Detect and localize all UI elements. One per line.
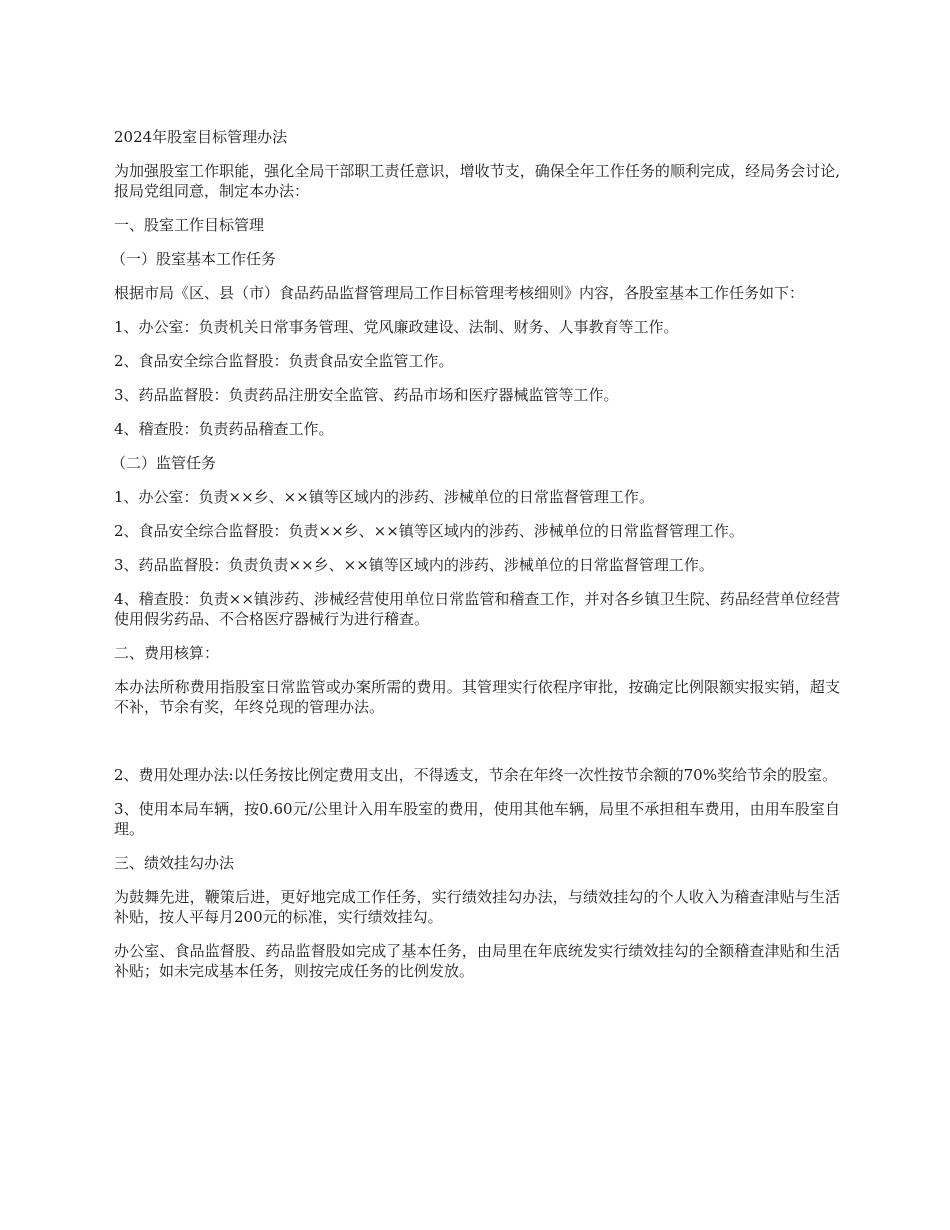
document-title: 2024年股室目标管理办法 — [114, 128, 288, 146]
paragraph-cost-definition: 本办法所称费用指股室日常监管或办案所需的费用。其管理实行依程序审批，按确定比例限额实报实销，超支不补，节余有奖，年终兑现的管理办法。 — [114, 678, 840, 716]
section-heading-1: 一、股室工作目标管理 — [114, 216, 265, 234]
subsection-heading-2: （二）监管任务 — [111, 454, 217, 472]
paragraph-performance-detail: 办公室、食品监督股、药品监督股如完成了基本任务，由局里在年底统发实行绩效挂勾的全额稽查津贴和生活补贴；如未完成基本任务，则按完成任务的比例发放。 — [114, 942, 840, 980]
list-item: 3、药品监督股：负责药品注册安全监管、药品市场和医疗器械监管等工作。 — [114, 386, 619, 404]
list-item: 1、办公室：负责××乡、××镇等区域内的涉药、涉械单位的日常监督管理工作。 — [114, 488, 654, 506]
list-item: 2、食品安全综合监督股：负责××乡、××镇等区域内的涉药、涉械单位的日常监督管理工作。 — [114, 522, 744, 540]
list-item: 3、药品监督股：负责负责××乡、××镇等区域内的涉药、涉械单位的日常监督管理工作。 — [114, 556, 714, 574]
list-item: 4、稽查股：负责××镇涉药、涉械经营使用单位日常监管和稽查工作，并对各乡镇卫生院、药品经营单位经营使用假劣药品、不合格医疗器械行为进行稽查。 — [114, 590, 840, 628]
list-item: 2、费用处理办法:以任务按比例定费用支出，不得透支，节余在年终一次性按节余额的70%奖给节余的股室。 — [114, 766, 837, 784]
paragraph-basis: 根据市局《区、县（市）食品药品监督管理局工作目标管理考核细则》内容，各股室基本工作任务如下： — [114, 284, 805, 302]
blank-gap — [114, 731, 840, 765]
list-item: 2、食品安全综合监督股：负责食品安全监管工作。 — [114, 352, 454, 370]
paragraph-intro: 为加强股室工作职能，强化全局干部职工责任意识，增收节支，确保全年工作任务的顺利完成，经局务会讨论,报局党组同意，制定本办法： — [114, 162, 840, 200]
document-page — [111, 127, 840, 995]
section-heading-2: 二、费用核算： — [114, 644, 220, 662]
subsection-heading-1: （一）股室基本工作任务 — [111, 250, 277, 268]
list-item: 4、稽查股：负责药品稽查工作。 — [114, 420, 334, 438]
paragraph-performance: 为鼓舞先进，鞭策后进，更好地完成工作任务，实行绩效挂勾办法，与绩效挂勾的个人收入为稽查津贴与生活补贴，按人平每月200元的标准，实行绩效挂勾。 — [114, 888, 840, 926]
list-item: 1、办公室：负责机关日常事务管理、党风廉政建设、法制、财务、人事教育等工作。 — [114, 318, 679, 336]
section-heading-3: 三、绩效挂勾办法 — [114, 854, 235, 872]
list-item: 3、使用本局车辆，按0.60元/公里计入用车股室的费用，使用其他车辆，局里不承担租车费用，由用车股室自理。 — [114, 800, 840, 838]
